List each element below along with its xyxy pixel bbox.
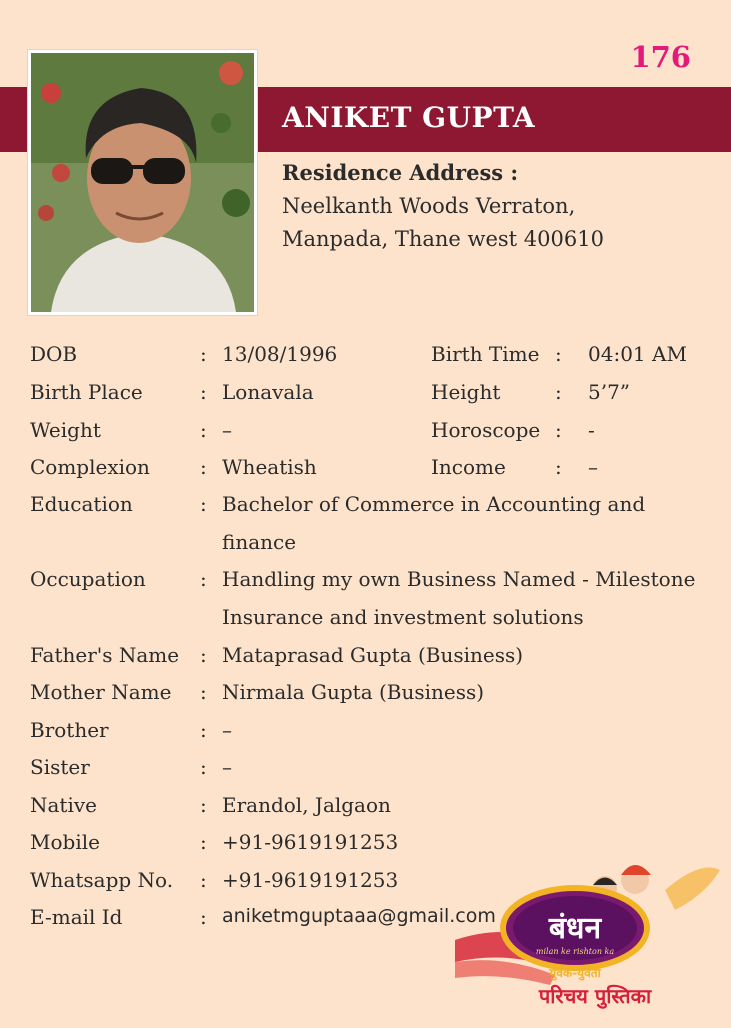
mobile-value[interactable]: +91-9619191253: [222, 830, 399, 854]
native-label: Native: [30, 793, 97, 817]
occupation-label: Occupation: [30, 567, 146, 591]
birth-time-label: Birth Time: [431, 342, 540, 366]
dob-colon: :: [200, 342, 207, 366]
complexion-colon: :: [200, 455, 207, 479]
occupation-value-line-2: Insurance and investment solutions: [222, 605, 584, 629]
father-name-colon: :: [200, 643, 207, 667]
education-label: Education: [30, 492, 133, 516]
birth-place-colon: :: [200, 380, 207, 404]
email-colon: :: [200, 905, 207, 929]
address-line-2: Manpada, Thane west 400610: [282, 227, 604, 251]
dob-label: DOB: [30, 342, 78, 366]
email-label: E-mail Id: [30, 905, 123, 929]
brother-value: –: [222, 718, 232, 742]
logo-tagline: milan ke rishton ka: [535, 947, 615, 956]
complexion-label: Complexion: [30, 455, 150, 479]
horoscope-colon: :: [555, 418, 562, 442]
complexion-value: Wheatish: [222, 455, 317, 479]
sister-label: Sister: [30, 755, 90, 779]
mobile-label: Mobile: [30, 830, 100, 854]
weight-colon: :: [200, 418, 207, 442]
horoscope-value: -: [588, 418, 595, 442]
education-value-line-1: Bachelor of Commerce in Accounting and: [222, 492, 646, 516]
dob-value: 13/08/1996: [222, 342, 338, 366]
sister-value: –: [222, 755, 232, 779]
height-label: Height: [431, 380, 501, 404]
whatsapp-value[interactable]: +91-9619191253: [222, 868, 399, 892]
education-value-line-2: finance: [222, 530, 297, 554]
mother-name-label: Mother Name: [30, 680, 172, 704]
address-line-1: Neelkanth Woods Verraton,: [282, 194, 576, 218]
father-name-value: Mataprasad Gupta (Business): [222, 643, 524, 667]
bandhan-logo-graphic: [455, 850, 731, 1024]
income-value: –: [588, 455, 598, 479]
birth-place-value: Lonavala: [222, 380, 314, 404]
income-label: Income: [431, 455, 506, 479]
address-label: Residence Address :: [282, 160, 519, 185]
page-number: 176: [630, 40, 691, 74]
whatsapp-colon: :: [200, 868, 207, 892]
father-name-label: Father's Name: [30, 643, 180, 667]
birth-time-colon: :: [555, 342, 562, 366]
native-colon: :: [200, 793, 207, 817]
horoscope-label: Horoscope: [431, 418, 541, 442]
logo-title: बंधन: [548, 911, 602, 946]
bandhan-logo: [455, 850, 731, 1024]
logo-subtitle: युवक-युवती: [549, 966, 601, 980]
mother-name-colon: :: [200, 680, 207, 704]
occupation-colon: :: [200, 567, 207, 591]
occupation-value-line-1: Handling my own Business Named - Milestone: [222, 567, 696, 591]
birth-time-value: 04:01 AM: [588, 342, 687, 366]
income-colon: :: [555, 455, 562, 479]
profile-photo: [28, 50, 257, 315]
brother-label: Brother: [30, 718, 109, 742]
mother-name-value: Nirmala Gupta (Business): [222, 680, 485, 704]
sister-colon: :: [200, 755, 207, 779]
brother-colon: :: [200, 718, 207, 742]
mobile-colon: :: [200, 830, 207, 854]
native-value: Erandol, Jalgaon: [222, 793, 391, 817]
profile-name: ANIKET GUPTA: [282, 101, 536, 134]
height-value: 5’7”: [588, 380, 631, 404]
height-colon: :: [555, 380, 562, 404]
education-colon: :: [200, 492, 207, 516]
whatsapp-label: Whatsapp No.: [30, 868, 174, 892]
birth-place-label: Birth Place: [30, 380, 143, 404]
email-value[interactable]: aniketmguptaaa@gmail.com: [222, 905, 496, 927]
weight-label: Weight: [30, 418, 101, 442]
logo-caption: परिचय पुस्तिका: [538, 984, 652, 1008]
weight-value: –: [222, 418, 232, 442]
